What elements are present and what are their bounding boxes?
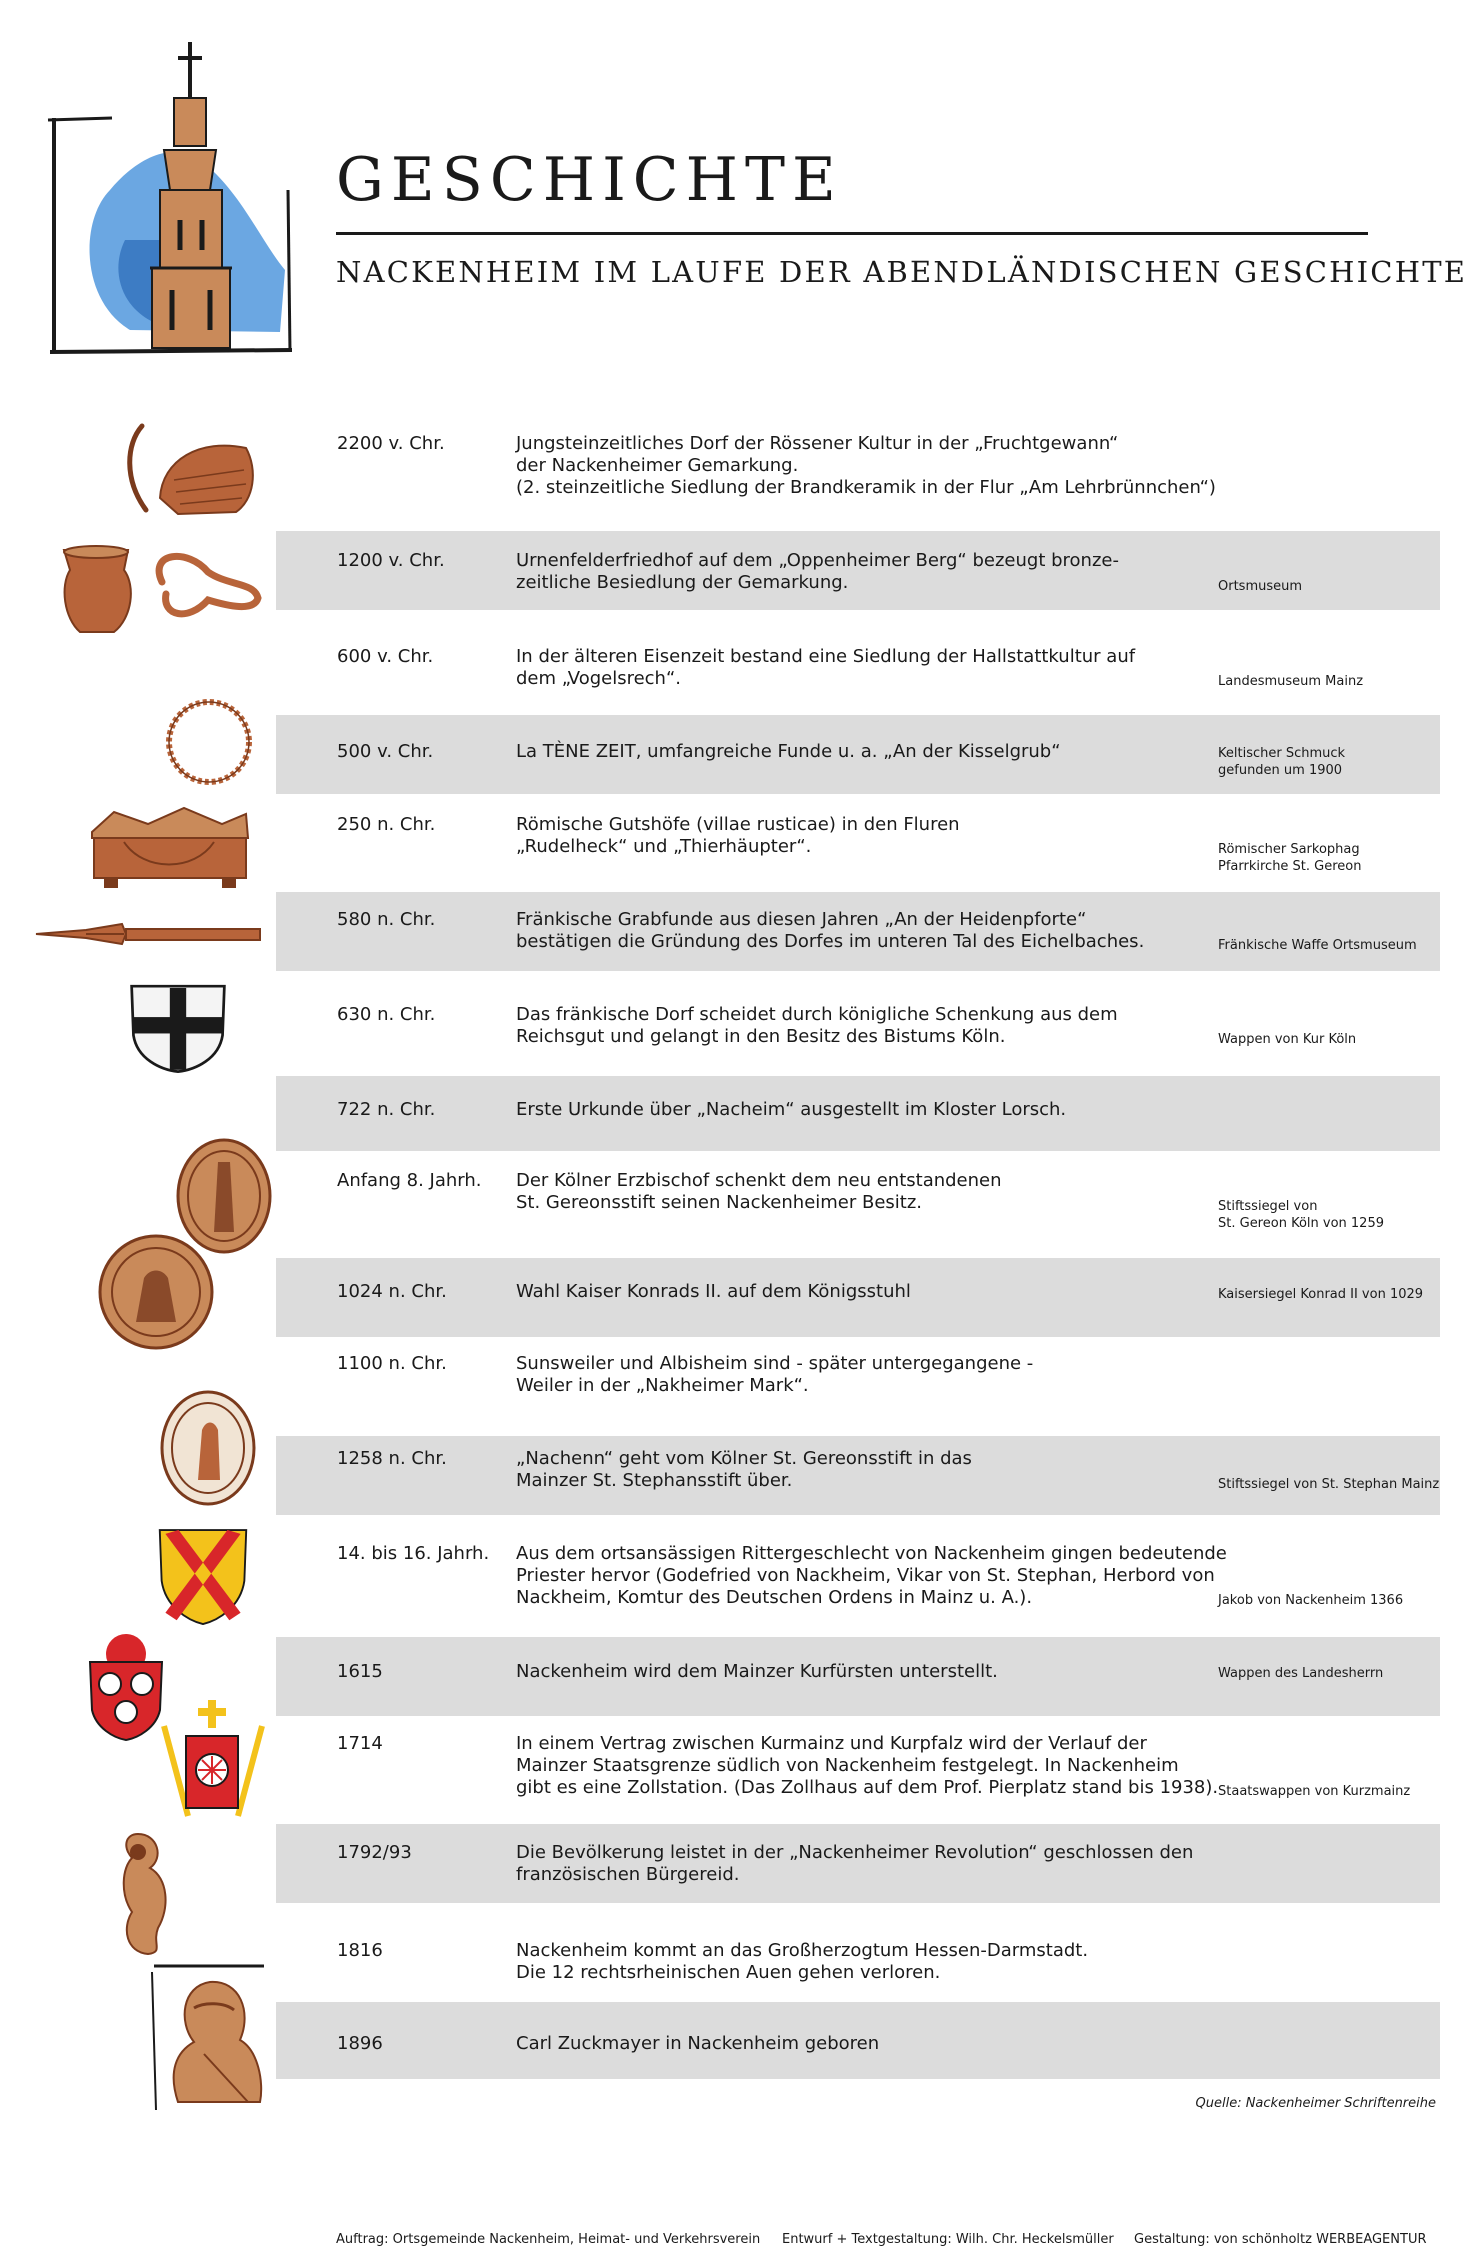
timeline-caption: gefunden um 1900 xyxy=(1218,763,1343,778)
timeline-event-line: Mainzer Staatsgrenze südlich von Nackenheim festgelegt. In Nackenheim xyxy=(516,1755,1179,1776)
timeline-date: 1714 xyxy=(337,1733,383,1754)
timeline-caption: Stiftssiegel von St. Stephan Mainz xyxy=(1218,1477,1440,1492)
timeline-caption: Fränkische Waffe Ortsmuseum xyxy=(1218,938,1417,953)
timeline-date: 1896 xyxy=(337,2033,383,2054)
timeline-event-line: Nackheim, Komtur des Deutschen Ordens in Mainz u. A.). xyxy=(516,1587,1033,1608)
timeline-event-line: Der Kölner Erzbischof schenkt dem neu entstandenen xyxy=(516,1170,1002,1191)
timeline-event-line: zeitliche Besiedlung der Gemarkung. xyxy=(516,572,849,593)
timeline-date: 1200 v. Chr. xyxy=(337,550,445,571)
timeline-event-line: Reichsgut und gelangt in den Besitz des Bistums Köln. xyxy=(516,1026,1006,1047)
footer-gestaltung: Gestaltung: von schönholtz WERBEAGENTUR xyxy=(1134,2232,1427,2247)
timeline-event-line: (2. steinzeitliche Siedlung der Brandkeramik in der Flur „Am Lehrbrünnchen“) xyxy=(516,477,1216,498)
roman-sarcophagus-icon xyxy=(84,802,254,892)
timeline-date: 1024 n. Chr. xyxy=(337,1281,447,1302)
timeline-event-line: Jungsteinzeitliches Dorf der Rössener Kultur in der „Fruchtgewann“ xyxy=(516,433,1119,454)
neolithic-pottery-icon xyxy=(118,420,268,520)
nackenheim-knight-shield-icon xyxy=(156,1526,250,1630)
revolution-relic-icon xyxy=(104,1828,184,1958)
timeline-date: 600 v. Chr. xyxy=(337,646,434,667)
stephan-seal-icon xyxy=(158,1388,258,1508)
frankish-spear-icon xyxy=(26,914,266,954)
timeline-caption: Pfarrkirche St. Gereon xyxy=(1218,859,1362,874)
timeline-event-line: „Rudelheck“ und „Thierhäupter“. xyxy=(516,836,812,857)
timeline-caption: Landesmuseum Mainz xyxy=(1218,674,1364,689)
kurmainz-arms-icon xyxy=(158,1698,268,1828)
timeline-event-line: Sunsweiler und Albisheim sind - später untergegangene - xyxy=(516,1353,1034,1374)
timeline-event-line: Nackenheim wird dem Mainzer Kurfürsten unterstellt. xyxy=(516,1661,998,1682)
timeline-event-line: französischen Bürgereid. xyxy=(516,1864,740,1885)
footer-entwurf: Entwurf + Textgestaltung: Wilh. Chr. Heckelsmüller xyxy=(782,2232,1114,2247)
timeline-event-line: bestätigen die Gründung des Dorfes im unteren Tal des Eichelbaches. xyxy=(516,931,1145,952)
timeline-event-line: Die 12 rechtsrheinischen Auen gehen verloren. xyxy=(516,1962,941,1983)
timeline-caption: Keltischer Schmuck xyxy=(1218,746,1346,761)
timeline-caption: Ortsmuseum xyxy=(1218,579,1303,594)
timeline-event-line: Urnenfelderfriedhof auf dem „Oppenheimer Berg“ bezeugt bronze- xyxy=(516,550,1119,571)
timeline-event-line: gibt es eine Zollstation. (Das Zollhaus auf dem Prof. Pierplatz stand bis 1938). xyxy=(516,1777,1219,1798)
timeline-caption: Römischer Sarkophag xyxy=(1218,842,1360,857)
timeline-event-line: Carl Zuckmayer in Nackenheim geboren xyxy=(516,2033,880,2054)
timeline-event-line: La TÈNE ZEIT, umfangreiche Funde u. a. „An der Kisselgrub“ xyxy=(516,741,1061,762)
title-divider xyxy=(336,232,1368,235)
timeline-date: 722 n. Chr. xyxy=(337,1099,436,1120)
celtic-necklace-icon xyxy=(154,692,264,792)
timeline-caption: Jakob von Nackenheim 1366 xyxy=(1218,1593,1404,1608)
timeline-event-line: Aus dem ortsansässigen Rittergeschlecht von Nackenheim gingen bedeutende xyxy=(516,1543,1227,1564)
timeline-date: Anfang 8. Jahrh. xyxy=(337,1170,482,1191)
timeline-caption: Wappen von Kur Köln xyxy=(1218,1032,1357,1047)
source-note: Quelle: Nackenheimer Schriftenreihe xyxy=(1195,2096,1436,2111)
timeline-event-line: dem „Vogelsrech“. xyxy=(516,668,682,689)
timeline-caption: Stiftssiegel von xyxy=(1218,1199,1318,1214)
timeline-event-line: Römische Gutshöfe (villae rusticae) in den Fluren xyxy=(516,814,960,835)
timeline-date: 1615 xyxy=(337,1661,383,1682)
timeline-event-line: Wahl Kaiser Konrads II. auf dem Königsstuhl xyxy=(516,1281,911,1302)
page-subtitle: NACKENHEIM IM LAUFE DER ABENDLÄNDISCHEN GESCHICHTE xyxy=(336,255,1468,289)
timeline-caption: Kaisersiegel Konrad II von 1029 xyxy=(1218,1287,1424,1302)
timeline-date: 630 n. Chr. xyxy=(337,1004,436,1025)
cologne-cross-shield-icon xyxy=(128,978,228,1078)
timeline-date: 1816 xyxy=(337,1940,383,1961)
timeline-date: 1100 n. Chr. xyxy=(337,1353,447,1374)
timeline-event-line: In einem Vertrag zwischen Kurmainz und Kurpfalz wird der Verlauf der xyxy=(516,1733,1147,1754)
timeline-event-line: Das fränkische Dorf scheidet durch königliche Schenkung aus dem xyxy=(516,1004,1118,1025)
timeline-event-line: Fränkische Grabfunde aus diesen Jahren „An der Heidenpforte“ xyxy=(516,909,1087,930)
timeline-event-line: der Nackenheimer Gemarkung. xyxy=(516,455,799,476)
timeline-event-line: „Nachenn“ geht vom Kölner St. Gereonsstift in das xyxy=(516,1448,972,1469)
page-title: GESCHICHTE xyxy=(336,145,843,215)
bronze-urn-icon xyxy=(58,542,268,642)
timeline-event-line: Erste Urkunde über „Nacheim“ ausgestellt im Kloster Lorsch. xyxy=(516,1099,1067,1120)
konrad-seal-icon xyxy=(96,1232,216,1352)
timeline-date: 1792/93 xyxy=(337,1842,412,1863)
church-tower-drawing xyxy=(40,40,300,370)
timeline-date: 250 n. Chr. xyxy=(337,814,436,835)
zuckmayer-portrait-icon xyxy=(148,1962,268,2112)
timeline-date: 1258 n. Chr. xyxy=(337,1448,447,1469)
timeline-event-line: Priester hervor (Godefried von Nackheim, Vikar von St. Stephan, Herbord von xyxy=(516,1565,1215,1586)
timeline-date: 2200 v. Chr. xyxy=(337,433,445,454)
timeline-event-line: St. Gereonsstift seinen Nackenheimer Besitz. xyxy=(516,1192,923,1213)
timeline-date: 500 v. Chr. xyxy=(337,741,434,762)
timeline-event-line: Mainzer St. Stephansstift über. xyxy=(516,1470,793,1491)
timeline-caption: Wappen des Landesherrn xyxy=(1218,1666,1384,1681)
timeline-event-line: Weiler in der „Nakheimer Mark“. xyxy=(516,1375,809,1396)
timeline-event-line: Die Bevölkerung leistet in der „Nackenheimer Revolution“ geschlossen den xyxy=(516,1842,1194,1863)
timeline-event-line: In der älteren Eisenzeit bestand eine Siedlung der Hallstattkultur auf xyxy=(516,646,1136,667)
timeline-caption: Staatswappen von Kurzmainz xyxy=(1218,1784,1411,1799)
timeline-caption: St. Gereon Köln von 1259 xyxy=(1218,1216,1384,1231)
footer-auftrag: Auftrag: Ortsgemeinde Nackenheim, Heimat- und Verkehrsverein xyxy=(336,2232,761,2247)
timeline-event-line: Nackenheim kommt an das Großherzogtum Hessen-Darmstadt. xyxy=(516,1940,1089,1961)
timeline-date: 14. bis 16. Jahrh. xyxy=(337,1543,490,1564)
timeline-date: 580 n. Chr. xyxy=(337,909,436,930)
